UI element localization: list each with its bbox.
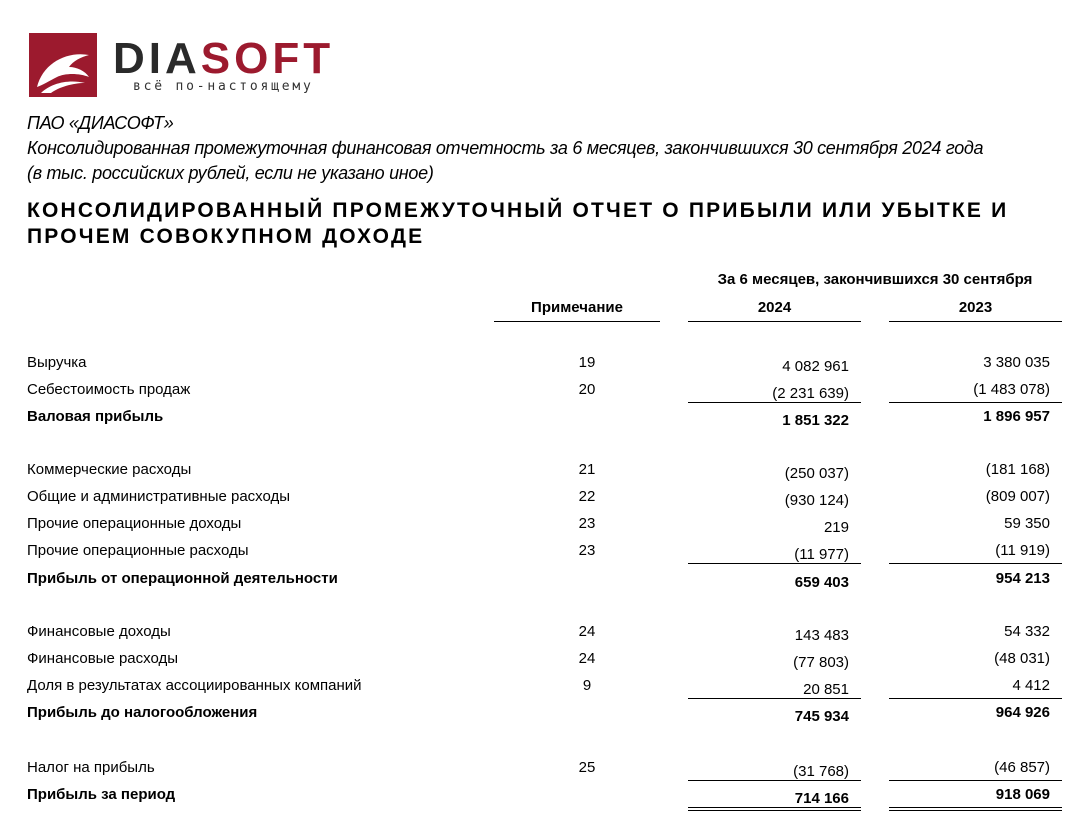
row-operating-profit [0, 569, 1080, 596]
row-label: Выручка [27, 354, 87, 371]
row-value-2023: 1 896 957 [983, 408, 1050, 425]
subtotal-rule [889, 698, 1062, 699]
diasoft-dolphin-logo-icon [29, 33, 97, 97]
row-label: Валовая прибыль [27, 408, 164, 425]
row-label: Коммерческие расходы [27, 461, 192, 478]
row-selling-expenses [0, 460, 1080, 487]
row-value-2023: (809 007) [985, 488, 1050, 505]
column-header-note: Примечание [494, 298, 660, 322]
report-title: КОНСОЛИДИРОВАННЫЙ ПРОМЕЖУТОЧНЫЙ ОТЧЕТ О ПРИБЫЛИ ИЛИ УБЫТКЕ И ПРОЧЕМ СОВОКУПНОМ ДОХОДЕ [27, 199, 1009, 248]
total-double-rule [688, 807, 861, 811]
row-admin-expenses [0, 487, 1080, 514]
row-label: Себестоимость продаж [27, 381, 191, 398]
row-note: 22 [578, 488, 596, 505]
row-label: Прибыль за период [27, 786, 176, 803]
column-header-2023: 2023 [889, 298, 1062, 322]
row-revenue [0, 353, 1080, 380]
row-note: 25 [578, 759, 596, 776]
row-profit-before-tax [0, 703, 1080, 730]
row-value-2023: 4 412 [1012, 677, 1050, 694]
row-label: Прочие операционные доходы [27, 515, 242, 532]
row-finance-income [0, 622, 1080, 649]
row-value-2024: (31 768) [793, 763, 849, 780]
row-label: Налог на прибыль [27, 759, 155, 776]
subtotal-rule [688, 698, 861, 699]
row-note: 24 [578, 623, 596, 640]
row-note: 9 [582, 677, 592, 694]
diasoft-logo [29, 33, 335, 97]
subtotal-rule [889, 563, 1062, 564]
logo-tagline: всё по-настоящему [133, 79, 314, 94]
total-double-rule [889, 807, 1062, 811]
row-label: Общие и административные расходы [27, 488, 291, 505]
row-value-2023: (1 483 078) [973, 381, 1050, 398]
row-value-2024: (77 803) [793, 654, 849, 671]
row-value-2024: (930 124) [784, 492, 849, 509]
row-value-2024: (2 231 639) [772, 385, 849, 402]
subtotal-rule [889, 402, 1062, 403]
row-note: 24 [578, 650, 596, 667]
row-value-2023: (11 919) [995, 542, 1050, 559]
company-name: ПАО «ДИАСОФТ» [27, 113, 174, 133]
column-header-2024: 2024 [688, 298, 861, 322]
period-header: За 6 месяцев, закончившихся 30 сентября [717, 271, 1033, 288]
row-note: 23 [578, 515, 596, 532]
row-value-2023: 59 350 [1004, 515, 1050, 532]
logo-soft-text: SOFT [200, 34, 335, 83]
row-value-2024: (250 037) [784, 465, 849, 482]
row-value-2024: 4 082 961 [782, 358, 849, 375]
row-label: Финансовые расходы [27, 650, 179, 667]
row-gross-profit [0, 407, 1080, 434]
row-note: 19 [578, 354, 596, 371]
document-header [27, 111, 1072, 186]
subtotal-rule [688, 780, 861, 781]
row-value-2023: 954 213 [995, 570, 1050, 587]
subtotal-rule [889, 780, 1062, 781]
row-label: Прибыль до налогообложения [27, 704, 258, 721]
row-value-2023: 964 926 [995, 704, 1050, 721]
row-label: Доля в результатах ассоциированных компаний [27, 677, 362, 694]
row-note: 20 [578, 381, 596, 398]
row-label: Финансовые доходы [27, 623, 171, 640]
row-other-operating-income [0, 514, 1080, 541]
row-value-2023: (48 031) [994, 650, 1050, 667]
row-value-2023: 3 380 035 [983, 354, 1050, 371]
row-value-2024: 745 934 [794, 708, 849, 725]
logo-wordmark [113, 35, 334, 83]
row-value-2023: 54 332 [1004, 623, 1050, 640]
report-subtitle: Консолидированная промежуточная финансовая отчетность за 6 месяцев, закончившихся 30 сентября 2024 года [27, 138, 984, 158]
row-value-2023: (181 168) [985, 461, 1050, 478]
row-value-2024: 143 483 [794, 627, 849, 644]
units-note: (в тыс. российских рублей, если не указано иное) [27, 163, 434, 183]
row-label: Прочие операционные расходы [27, 542, 249, 559]
row-note: 23 [578, 542, 596, 559]
row-value-2024: 714 166 [794, 790, 849, 807]
row-value-2023: 918 069 [995, 786, 1050, 803]
logo-dia-text: DIA [113, 34, 201, 83]
subtotal-rule [688, 402, 861, 403]
row-value-2024: 20 851 [803, 681, 849, 698]
row-note: 21 [578, 461, 596, 478]
row-value-2024: 659 403 [794, 574, 849, 591]
row-value-2024: (11 977) [794, 546, 849, 563]
row-label: Прибыль от операционной деятельности [27, 570, 338, 587]
row-value-2024: 1 851 322 [782, 412, 849, 429]
row-value-2023: (46 857) [994, 759, 1050, 776]
row-value-2024: 219 [823, 519, 849, 536]
subtotal-rule [688, 563, 861, 564]
row-finance-costs [0, 649, 1080, 676]
